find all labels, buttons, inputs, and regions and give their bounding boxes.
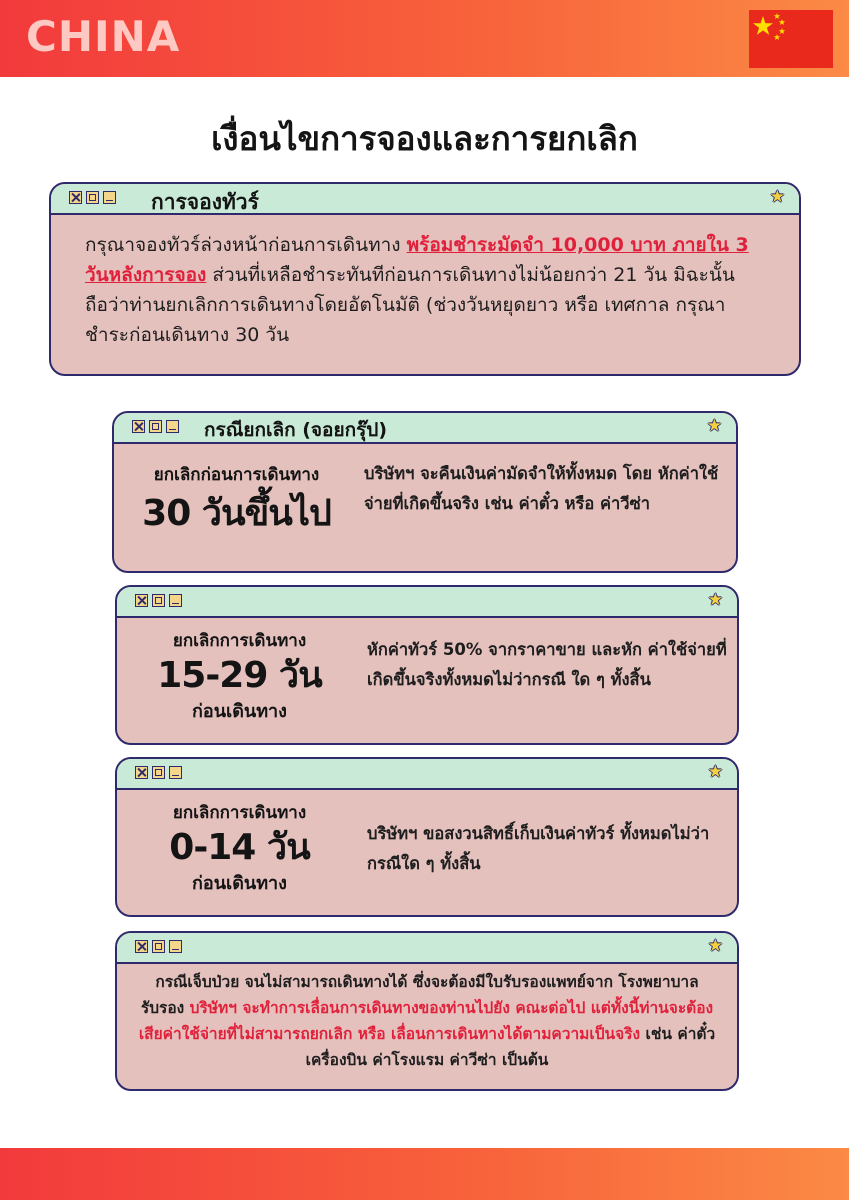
china-flag-icon bbox=[749, 10, 833, 68]
minimize-icon bbox=[103, 191, 116, 204]
cancel-30-days-card bbox=[112, 411, 738, 573]
minimize-icon bbox=[169, 940, 182, 953]
booking-text-end: ส่วนที่เหลือชำระทันทีก่อนการเดินทางไม่น้อยกว่า 21 วัน มิฉะนั้น ถือว่าท่านยกเลิกการเดินทางโดยอัตโนมัติ (ช่วงวันหยุดยาว หรือ เทศกาล กรุณาชำระก่อนเดินทาง 30 วัน bbox=[85, 264, 735, 346]
close-icon bbox=[132, 420, 145, 433]
card-title-bar bbox=[51, 184, 799, 215]
illness-text bbox=[137, 969, 717, 1073]
page-title: เงื่อนไขการจองและการยกเลิก bbox=[211, 119, 638, 158]
period-lead: ยกเลิกการเดินทาง bbox=[172, 631, 307, 651]
minimize-icon bbox=[166, 420, 179, 433]
cancel-30-description: บริษัทฯ จะคืนเงินค่ามัดจำให้ทั้งหมด โดย หักค่าใช้จ่ายที่เกิดขึ้นจริง เช่น ค่าตั๋ว หรือ ค่าวีซ่า bbox=[364, 464, 719, 513]
card-title-bar bbox=[117, 587, 737, 618]
booking-title: การจองทัวร์ bbox=[151, 190, 259, 214]
period-days: 15-29 วัน bbox=[157, 655, 322, 696]
cancel-0-14-period bbox=[117, 801, 362, 897]
booking-card bbox=[49, 182, 801, 376]
footer-bar bbox=[0, 1148, 849, 1200]
period-tail: ก่อนเดินทาง bbox=[192, 701, 287, 722]
window-controls bbox=[135, 766, 186, 780]
maximize-icon bbox=[152, 594, 165, 607]
period-days: 30 วันขึ้นไป bbox=[142, 493, 331, 534]
maximize-icon bbox=[152, 766, 165, 779]
cancel-30-period bbox=[114, 463, 359, 537]
brand-title: CHINA bbox=[26, 12, 181, 61]
china-flag-svg bbox=[749, 10, 833, 68]
maximize-icon bbox=[152, 940, 165, 953]
minimize-icon bbox=[169, 766, 182, 779]
cancel-0-14-days-card bbox=[115, 757, 739, 917]
card-title-bar bbox=[117, 759, 737, 790]
close-icon bbox=[135, 766, 148, 779]
star-icon: ★ bbox=[707, 762, 723, 782]
booking-text bbox=[85, 230, 765, 350]
window-controls bbox=[69, 191, 120, 205]
star-icon: ★ bbox=[769, 187, 785, 207]
booking-text-start: กรุณาจองทัวร์ล่วงหน้าก่อนการเดินทาง bbox=[85, 234, 407, 256]
period-lead: ยกเลิกการเดินทาง bbox=[172, 803, 307, 823]
cancel-group-title: กรณียกเลิก (จอยกรุ๊ป) bbox=[204, 419, 388, 441]
period-days: 0-14 วัน bbox=[169, 827, 310, 868]
window-controls bbox=[132, 420, 183, 434]
close-icon bbox=[69, 191, 82, 204]
close-icon bbox=[135, 940, 148, 953]
maximize-icon bbox=[86, 191, 99, 204]
cancel-15-29-days-card bbox=[115, 585, 739, 745]
star-icon: ★ bbox=[707, 936, 723, 956]
star-icon: ★ bbox=[707, 590, 723, 610]
minimize-icon bbox=[169, 594, 182, 607]
period-lead: ยกเลิกก่อนการเดินทาง bbox=[153, 465, 320, 485]
illness-card bbox=[115, 931, 739, 1091]
header-bar bbox=[0, 0, 849, 77]
star-icon: ★ bbox=[706, 416, 722, 436]
card-title-bar bbox=[114, 413, 736, 444]
maximize-icon bbox=[149, 420, 162, 433]
illness-highlight: บริษัทฯ จะทำการเลื่อนการเดินทางของท่านไปยัง คณะต่อไป แต่ทั้งนี้ท่านจะต้องเสียค่าใช้จ่ายที่ไม่สามารถยกเลิก หรือ เลื่อนการเดินทางได้ตามความเป็นจริง bbox=[138, 999, 714, 1043]
cancel-15-29-description: หักค่าทัวร์ 50% จากราคาขาย และหัก ค่าใช้จ่ายที่เกิดขึ้นจริงทั้งหมดไม่ว่ากรณี ใด ๆ ทั้งสิ้น bbox=[367, 640, 727, 689]
close-icon bbox=[135, 594, 148, 607]
booking-deposit-highlight: พร้อมชำระมัดจำ 10,000 บาท ภายใน 3 วันหลังการจอง bbox=[85, 234, 749, 286]
period-tail: ก่อนเดินทาง bbox=[192, 873, 287, 894]
illness-text-end: เช่น ค่าตั๋วเครื่องบิน ค่าโรงแรม ค่าวีซ่า เป็นต้น bbox=[305, 1025, 716, 1069]
cancel-15-29-period bbox=[117, 629, 362, 725]
card-title-bar bbox=[117, 933, 737, 964]
illness-text-start: กรณีเจ็บป่วย จนไม่สามารถเดินทางได้ ซึ่งจะต้องมีใบรับรองแพทย์จาก โรงพยาบาลรับรอง bbox=[140, 973, 699, 1017]
cancel-0-14-description: บริษัทฯ ขอสงวนสิทธิ์เก็บเงินค่าทัวร์ ทั้งหมดไม่ว่ากรณีใด ๆ ทั้งสิ้น bbox=[367, 824, 710, 873]
window-controls bbox=[135, 940, 186, 954]
window-controls bbox=[135, 594, 186, 608]
